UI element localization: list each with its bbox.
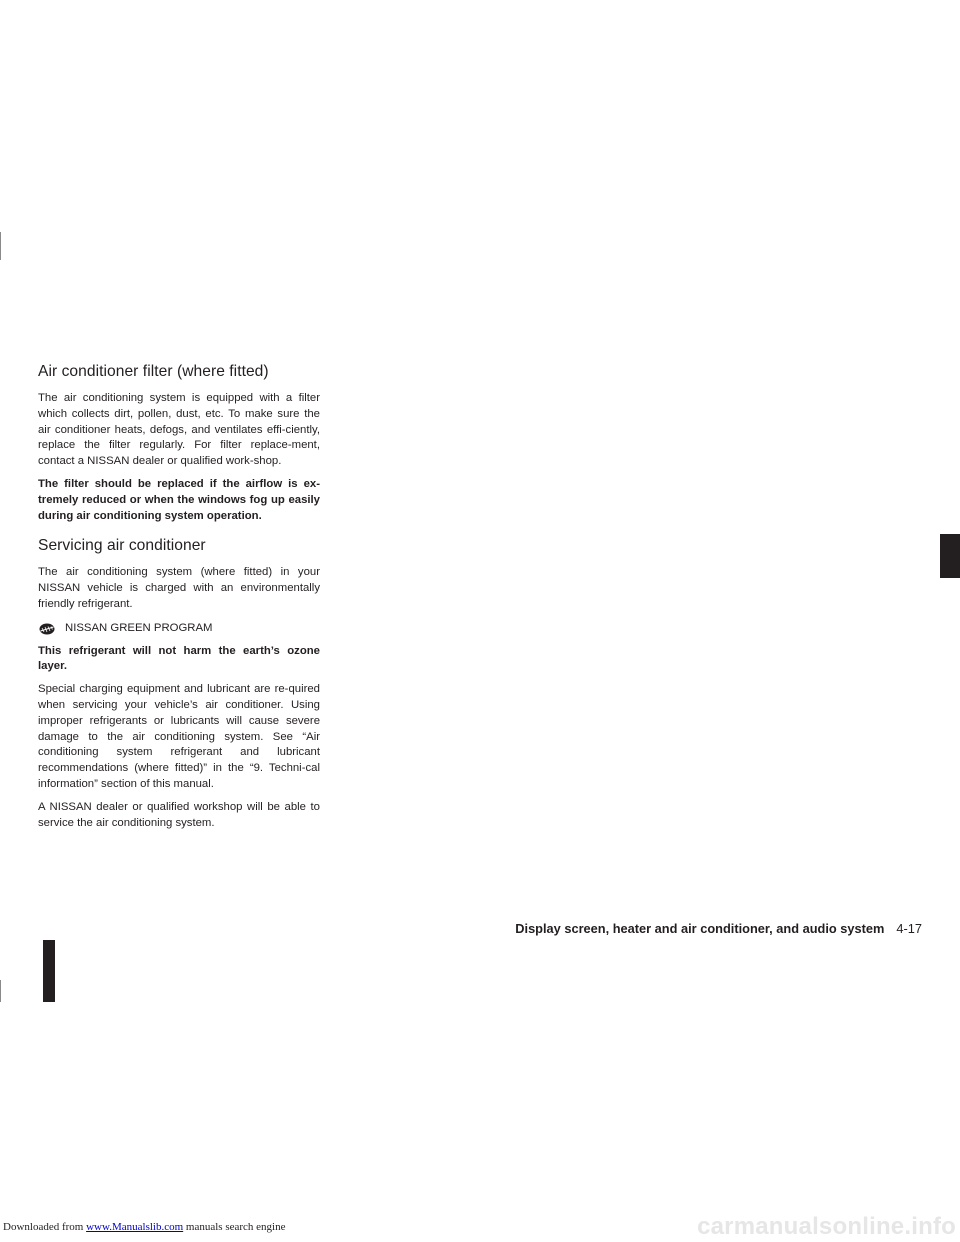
dealer-service-note: A NISSAN dealer or qualified workshop will be able to service the air conditioning system. [38, 800, 320, 829]
footer-section-title: Display screen, heater and air conditioner, and audio system [515, 921, 885, 936]
page-edge-bar [43, 940, 55, 1002]
green-program-line [38, 621, 320, 637]
download-notice [3, 1221, 285, 1233]
green-program-label: NISSAN GREEN PROGRAM [65, 621, 213, 634]
manualslib-link[interactable]: www.Manualslib.com [86, 1221, 184, 1233]
servicing-description: Special charging equipment and lubricant are re-quired when servicing your vehicle’s air conditioner. Using improper refrigerants or lubricants will cause severe damage to the air conditioning system. See “Air conditioning system refrigerant and lubricant recommendations (where fitted)” in the “9. Techni-cal information” section of this manual. [38, 683, 320, 790]
page-footer [515, 921, 922, 936]
crop-mark-top-left [0, 232, 1, 260]
filter-warning: The filter should be replaced if the airflow is ex-tremely reduced or when the windows fog up easily during air conditioning system operation. [38, 477, 320, 522]
crop-mark-bottom-left [0, 980, 1, 1002]
content-column [38, 362, 320, 838]
heading-servicing-air-conditioner: Servicing air conditioner [38, 537, 206, 555]
page-number: 4-17 [896, 921, 922, 936]
site-watermark: carmanualsonline.info [697, 1213, 956, 1240]
nissan-green-program-leaf-icon [38, 622, 56, 636]
ozone-note: This refrigerant will not harm the earth’s ozone layer. [38, 644, 320, 673]
download-suffix: manuals search engine [183, 1221, 286, 1233]
heading-air-conditioner-filter: Air conditioner filter (where fitted) [38, 363, 269, 380]
chapter-thumb-tab [940, 534, 960, 578]
refrigerant-description: The air conditioning system (where fitted) in your NISSAN vehicle is charged with an environmentally friendly refrigerant. [38, 566, 320, 610]
download-prefix: Downloaded from [3, 1221, 87, 1233]
filter-description: The air conditioning system is equipped with a filter which collects dirt, pollen, dust, etc. To make sure the air conditioner heats, defogs, and ventilates effi-ciently, replace the filter regularly. For filter replace-ment, contact a NISSAN dealer or qualified work-shop. [38, 392, 320, 468]
